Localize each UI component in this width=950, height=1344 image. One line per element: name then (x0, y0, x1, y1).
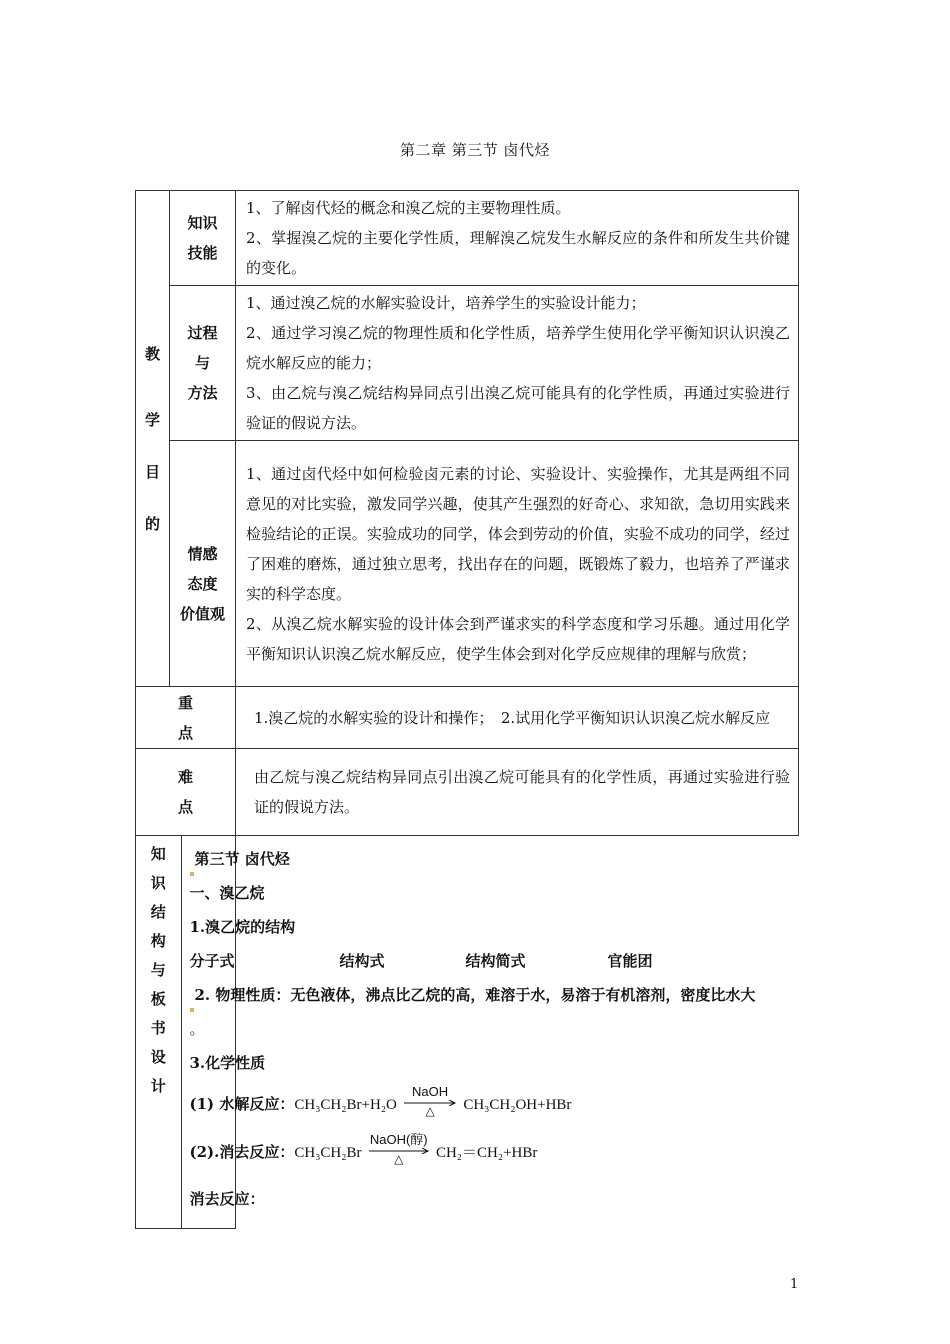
attitude-values-label: 情感 态度 价值观 (170, 441, 236, 687)
board-design-cell (136, 836, 756, 1229)
difficulties-content: 由乙烷与溴乙烷结构异同点引出溴乙烷可能具有的化学性质，再通过实验进行验证的假说方法。 (236, 749, 799, 836)
reaction-elimination: (2).消去反应：CH₃CH₂Br NaOH(醇) △ CH₂＝CH₂+HBr (190, 1128, 230, 1176)
key-points-label: 重 点 (136, 687, 236, 749)
objectives-label (136, 191, 170, 687)
board-section-title: 第三节 卤代烃 (190, 842, 230, 876)
process-methods-label: 过程 与 方法 (170, 286, 236, 441)
board-physical-end: 。 (189, 1020, 205, 1038)
key-points-content: 1.溴乙烷的水解实验的设计和操作； 2.试用化学平衡知识认识溴乙烷水解反应 (236, 687, 799, 749)
board-heading-3: 3.化学性质 (189, 1054, 266, 1072)
attitude-values-content: 1、通过卤代烃中如何检验卤元素的讨论、实验设计、实验操作，尤其是两组不同意见的对比实验，激发同学兴趣，使其产生强烈的好奇心、求知欲，急切用实践来检验结论的正误。实验成功的同学，体会到劳动的价值，实验不成功的同学，经过了困难的磨炼，通过独立思考，找出存在的问题，既锻炼了毅力，也培养了严谨求实的科学态度。 2、从溴乙烷水解实验的设计体会到严谨求实的科学态度和学习乐趣。通过用化学平衡知识认识溴乙烷水解反应，使学生体会到对化学反应规律的理解与欣赏； (236, 441, 799, 687)
reaction-arrow-2: NaOH(醇) △ (367, 1136, 431, 1170)
board-heading-1: 一、溴乙烷 (189, 884, 265, 902)
board-elimination-label: 消去反应： (189, 1190, 265, 1208)
board-content (181, 836, 756, 1228)
knowledge-skills-label: 知识 技能 (170, 191, 236, 286)
objectives-label-char: 教 (144, 344, 160, 363)
page-title: 第二章 第三节 卤代烃 (399, 141, 551, 159)
objectives-label-char: 的 (144, 514, 160, 533)
objectives-label-char: 学 (144, 410, 160, 429)
board-design-label: 知 识 结 构 与 板 书 设 计 (136, 836, 181, 1228)
objectives-label-char: 目 (144, 462, 160, 481)
board-heading-2: 1.溴乙烷的结构 (189, 918, 296, 936)
reaction-hydrolysis: (1) 水解反应：CH₃CH₂Br+H₂O NaOH △ CH₃CH₂OH+HBr (190, 1080, 230, 1128)
page-number: 1 (790, 1277, 799, 1292)
lesson-plan-table (135, 190, 799, 1229)
reaction-arrow-1: NaOH △ (402, 1088, 458, 1122)
difficulties-label: 难 点 (136, 749, 236, 836)
knowledge-skills-content: 1、了解卤代烃的概念和溴乙烷的主要物理性质。 2、掌握溴乙烷的主要化学性质，理解溴乙烷发生水解反应的条件和所发生共价键的变化。 (236, 191, 799, 286)
process-methods-content: 1、通过溴乙烷的水解实验设计，培养学生的实验设计能力； 2、通过学习溴乙烷的物理性质和化学性质，培养学生使用化学平衡知识认识溴乙烷水解反应的能力； 3、由乙烷与溴乙烷结构异同点引出溴乙烷可能具有的化学性质，再通过实验进行验证的假说方法。 (236, 286, 799, 441)
board-structure-columns: 分子式 结构式 结构简式 官能团 (189, 952, 653, 970)
board-physical-properties: 2. 物理性质：无色液体，沸点比乙烷的高，难溶于水，易溶于有机溶剂，密度比水大 (190, 978, 230, 1012)
